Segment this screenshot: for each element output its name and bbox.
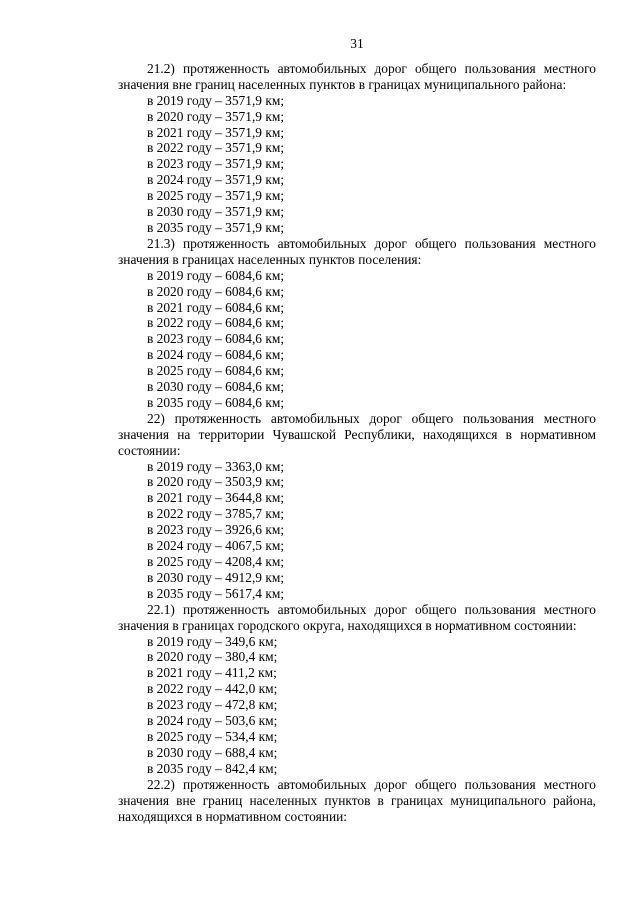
list-item: в 2035 году – 6084,6 км;	[147, 394, 285, 410]
list-item: в 2030 году – 688,4 км;	[147, 744, 278, 760]
list-item: в 2025 году – 3571,9 км;	[147, 188, 285, 204]
list-item: в 2023 году – 472,8 км;	[147, 697, 278, 713]
list-item: в 2022 году – 3785,7 км;	[147, 506, 285, 522]
list-item: в 2024 году – 4067,5 км;	[147, 538, 285, 554]
document-section	[118, 411, 596, 602]
list-item: в 2020 году – 3571,9 км;	[147, 108, 285, 124]
list-item: в 2023 году – 3571,9 км;	[147, 156, 285, 172]
list-item: в 2024 году – 3571,9 км;	[147, 172, 285, 188]
list-item: в 2025 году – 534,4 км;	[147, 728, 278, 744]
document-section	[118, 777, 596, 825]
list-item: в 2022 году – 442,0 км;	[147, 681, 278, 697]
document-body	[118, 61, 596, 825]
list-item: в 2020 году – 6084,6 км;	[147, 283, 285, 299]
list-item: в 2025 году – 6084,6 км;	[147, 363, 285, 379]
section-paragraph: 22.2) протяженность автомобильных дорог общего пользования местного значения вне границ населенных пунктов в границах муниципального района, находящихся в нормативном состоянии:	[118, 776, 596, 824]
list-item: в 2035 году – 842,4 км;	[147, 760, 278, 776]
section-paragraph: 21.3) протяженность автомобильных дорог общего пользования местного значения в границах населенных пунктов поселения:	[118, 235, 596, 267]
document-page	[118, 36, 596, 824]
document-section	[118, 602, 596, 777]
year-value-list	[118, 268, 596, 411]
list-item: в 2030 году – 6084,6 км;	[147, 379, 285, 395]
year-value-list	[118, 634, 596, 777]
list-item: в 2020 году – 380,4 км;	[147, 649, 278, 665]
section-paragraph: 22.1) протяженность автомобильных дорог общего пользования местного значения в границах городского округа, находящихся в нормативном состоянии:	[118, 601, 596, 633]
list-item: в 2019 году – 349,6 км;	[147, 633, 278, 649]
section-paragraph: 22) протяженность автомобильных дорог общего пользования местного значения на территории Чувашской Республики, находящихся в нормативном состоянии:	[118, 410, 596, 458]
list-item: в 2021 году – 3644,8 км;	[147, 490, 285, 506]
list-item: в 2022 году – 3571,9 км;	[147, 140, 285, 156]
list-item: в 2030 году – 4912,9 км;	[147, 569, 285, 585]
list-item: в 2035 году – 3571,9 км;	[147, 219, 285, 235]
list-item: в 2030 году – 3571,9 км;	[147, 204, 285, 220]
list-item: в 2019 году – 6084,6 км;	[147, 267, 285, 283]
list-item: в 2019 году – 3571,9 км;	[147, 92, 285, 108]
list-item: в 2019 году – 3363,0 км;	[147, 458, 285, 474]
list-item: в 2035 году – 5617,4 км;	[147, 585, 285, 601]
list-item: в 2023 году – 6084,6 км;	[147, 331, 285, 347]
list-item: в 2021 году – 3571,9 км;	[147, 124, 285, 140]
list-item: в 2025 году – 4208,4 км;	[147, 554, 285, 569]
document-section	[118, 61, 596, 236]
list-item: в 2020 году – 3503,9 км;	[147, 474, 285, 490]
section-paragraph: 21.2) протяженность автомобильных дорог общего пользования местного значения вне границ населенных пунктов в границах муниципального района:	[118, 60, 596, 92]
list-item: в 2021 году – 6084,6 км;	[147, 299, 285, 315]
year-value-list	[118, 459, 596, 602]
page-number: 31	[350, 36, 364, 51]
list-item: в 2022 году – 6084,6 км;	[147, 315, 285, 331]
year-value-list	[118, 93, 596, 236]
list-item: в 2023 году – 3926,6 км;	[147, 522, 285, 538]
document-section	[118, 236, 596, 411]
list-item: в 2021 году – 411,2 км;	[147, 665, 277, 681]
list-item: в 2024 году – 503,6 км;	[147, 713, 278, 729]
list-item: в 2024 году – 6084,6 км;	[147, 347, 285, 363]
